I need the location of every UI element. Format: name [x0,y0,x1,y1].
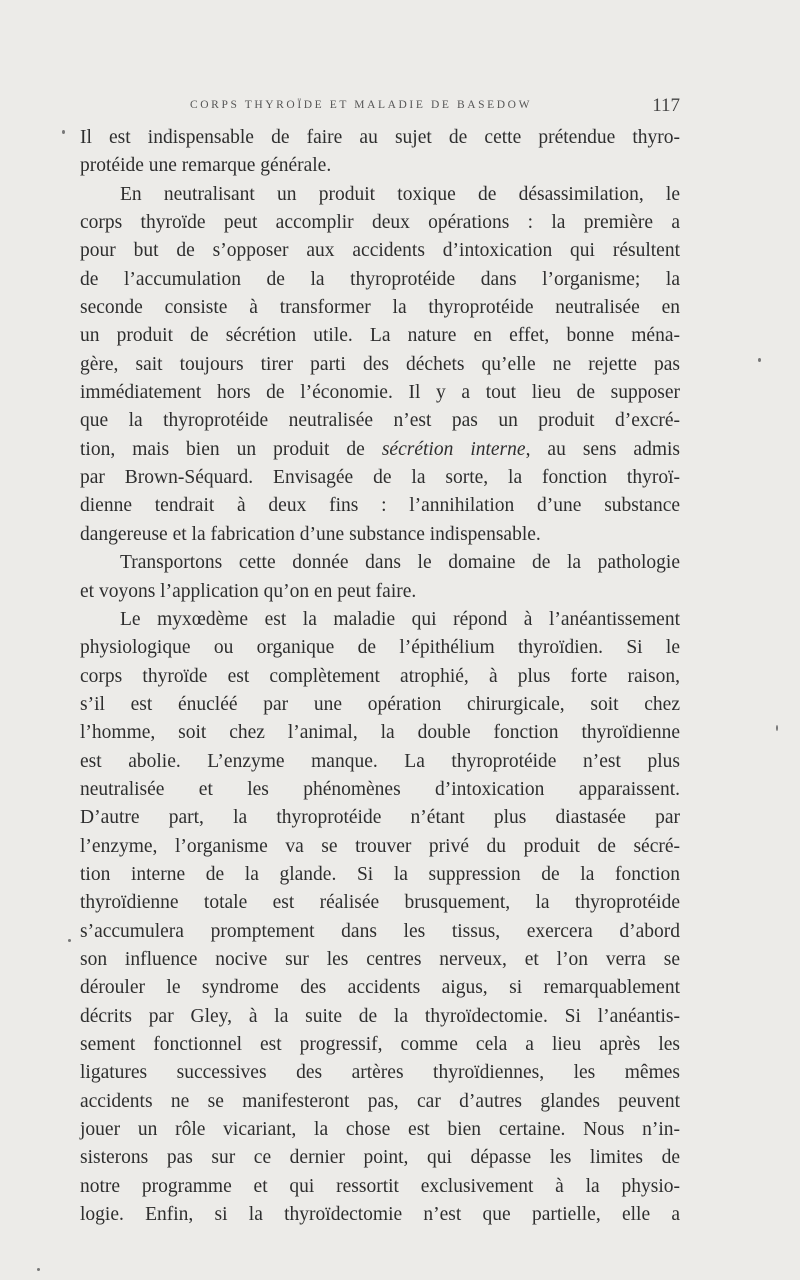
text-line: En neutralisant un produit toxique de désassimilation, le [120,183,680,205]
text-line: corps thyroïde peut accomplir deux opérations : la première a [80,212,680,234]
text-line: sement fonctionnel est progressif, comme cela a lieu après les [80,1034,680,1055]
text-line-segment: , au sens admis [525,438,680,460]
running-title: CORPS THYROÏDE ET MALADIE DE BASEDOW [190,99,533,111]
text-line: dérouler le syndrome des accidents aigus, si remarquablement [80,977,680,999]
text-line: gère, sait toujours tirer parti des déchets qu’elle ne rejette pas [80,353,680,375]
paper-speck [68,939,71,942]
text-line: seconde consiste à transformer la thyroprotéide neutralisée en [80,297,680,319]
text-line: s’accumulera promptement dans les tissus, exercera d’abord [80,920,680,942]
text-line: l’homme, soit chez l’animal, la double fonction thyroïdienne [80,722,680,744]
text-line: physiologique ou organique de l’épithélium thyroïdien. Si le [80,637,680,659]
text-line: décrits par Gley, à la suite de la thyroïdectomie. Si l’anéantis- [80,1005,680,1027]
text-line: protéide une remarque générale. [80,155,332,177]
text-line: ligatures successives des artères thyroïdiennes, les mêmes [80,1062,680,1084]
text-line [80,436,680,464]
text-line: logie. Enfin, si la thyroïdectomie n’est que partielle, elle a [80,1204,680,1226]
text-line: thyroïdienne totale est réalisée brusquement, la thyroprotéide [80,892,680,914]
text-line: son influence nocive sur les centres nerveux, et l’on verra se [80,948,680,970]
italic-term: sécrétion interne [381,438,526,460]
running-head [80,95,680,119]
paper-speck [62,130,65,134]
text-line: corps thyroïde est complètement atrophié, à plus forte raison, [80,665,680,687]
text-line: notre programme et qui ressortit exclusivement à la physio- [80,1175,680,1197]
paper-speck [776,725,778,731]
text-line: et voyons l’application qu’on en peut faire. [80,580,417,602]
paper-speck [37,1268,40,1271]
text-line: Le myxœdème est la maladie qui répond à l’anéantissement [120,608,680,630]
text-line: s’il est énucléé par une opération chirurgicale, soit chez [80,693,680,715]
text-line: Transportons cette donnée dans le domaine de la pathologie [120,552,680,574]
text-line: est abolie. L’enzyme manque. La thyroprotéide n’est plus [80,750,680,772]
text-line: tion interne de la glande. Si la suppression de la fonction [80,863,680,885]
text-line: D’autre part, la thyroprotéide n’étant plus diastasée par [80,807,680,829]
text-line: Il est indispensable de faire au sujet de cette prétendue thyro- [80,127,680,148]
text-line: de l’accumulation de la thyroprotéide dans l’organisme; la [80,268,680,290]
text-line: que la thyroprotéide neutralisée n’est pas un produit d’excré- [80,410,680,432]
text-line: accidents ne se manifesteront pas, car d’autres glandes peuvent [80,1090,680,1112]
page-number: 117 [652,95,680,116]
text-line: pour but de s’opposer aux accidents d’intoxication qui résultent [80,240,680,262]
paper-speck [758,358,761,362]
text-line: l’enzyme, l’organisme va se trouver privé du produit de sécré- [80,835,680,857]
text-line: jouer un rôle vicariant, la chose est bien certaine. Nous n’in- [80,1119,680,1141]
text-line: dienne tendrait à deux fins : l’annihilation d’une substance [80,495,680,517]
text-line-segment: tion, mais bien un produit de [80,438,365,460]
text-line: un produit de sécrétion utile. La nature en effet, bonne ména- [80,325,680,347]
text-line: sisterons pas sur ce dernier point, qui dépasse les limites de [80,1147,680,1169]
text-line: par Brown-Séquard. Envisagée de la sorte, la fonction thyroï- [80,467,680,489]
text-line: neutralisée et les phénomènes d’intoxication apparaissent. [80,778,680,800]
text-line: dangereuse et la fabrication d’une substance indispensable. [80,523,541,545]
body-text [80,124,680,1229]
text-line: immédiatement hors de l’économie. Il y a tout lieu de supposer [80,382,680,404]
